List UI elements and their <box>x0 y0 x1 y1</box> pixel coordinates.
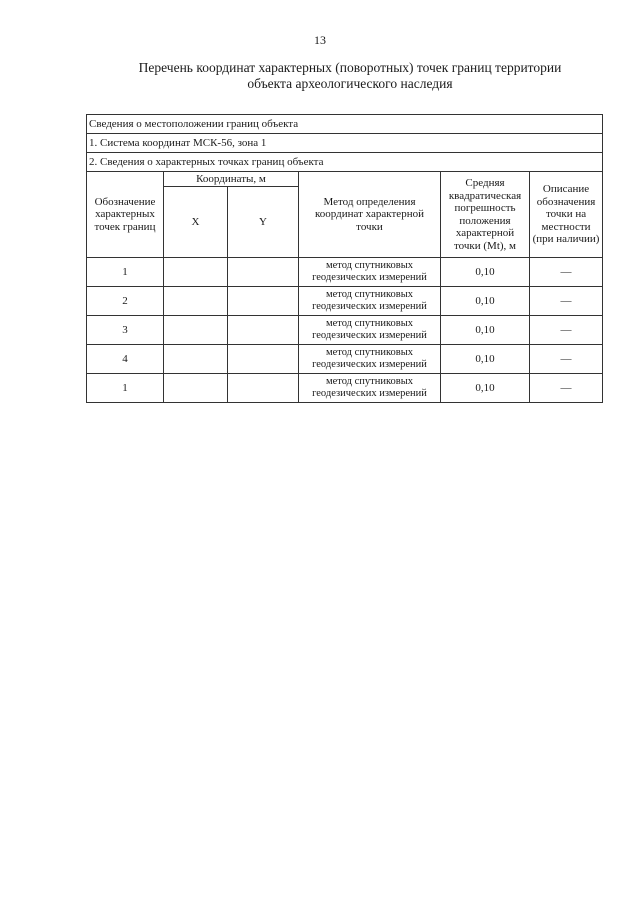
point-method <box>299 316 441 345</box>
document-title-line-1: Перечень координат характерных (поворотных) точек границ территории <box>138 60 562 75</box>
document-title-line-2: объекта археологического наследия <box>247 76 453 91</box>
point-error: 0,10 <box>441 258 530 287</box>
table-row <box>87 258 603 287</box>
document-title <box>90 60 610 92</box>
column-header-y: Y <box>228 187 299 258</box>
point-description: — <box>530 258 603 287</box>
point-description: — <box>530 287 603 316</box>
method-line-1: метод спутниковых <box>325 347 414 358</box>
table-row <box>87 345 603 374</box>
points-header: 2. Сведения о характерных точках границ объекта <box>87 153 603 172</box>
method-line-1: метод спутниковых <box>325 376 414 387</box>
method-line-1: метод спутниковых <box>325 289 414 300</box>
point-method <box>299 258 441 287</box>
column-header-designation: Обозначение характерных точек границ <box>87 172 164 258</box>
table-row <box>87 316 603 345</box>
page-number: 13 <box>314 33 326 47</box>
table-row <box>87 287 603 316</box>
point-x <box>164 374 228 403</box>
method-line-1: метод спутниковых <box>325 318 414 329</box>
section-header: Сведения о местоположении границ объекта <box>87 115 603 134</box>
point-method <box>299 374 441 403</box>
point-error: 0,10 <box>441 287 530 316</box>
column-header-coordinates: Координаты, м <box>164 172 299 187</box>
point-number: 3 <box>87 316 164 345</box>
method-line-1: метод спутниковых <box>325 260 414 271</box>
point-number: 2 <box>87 287 164 316</box>
point-x <box>164 287 228 316</box>
point-y <box>228 345 299 374</box>
point-method <box>299 287 441 316</box>
point-method <box>299 345 441 374</box>
point-description: — <box>530 345 603 374</box>
column-header-x: X <box>164 187 228 258</box>
point-y <box>228 316 299 345</box>
point-number: 1 <box>87 258 164 287</box>
point-number: 1 <box>87 374 164 403</box>
point-x <box>164 345 228 374</box>
method-line-2: геодезических измерений <box>312 301 427 312</box>
point-x <box>164 258 228 287</box>
coordinates-table <box>86 114 603 403</box>
point-error: 0,10 <box>441 374 530 403</box>
method-line-2: геодезических измерений <box>312 359 427 370</box>
point-description: — <box>530 374 603 403</box>
point-error: 0,10 <box>441 316 530 345</box>
column-header-description: Описание обозначения точки на местности (при наличии) <box>530 172 603 258</box>
column-header-error: Средняя квадратическая погрешность положения характерной точки (Mt), м <box>441 172 530 258</box>
method-line-2: геодезических измерений <box>312 330 427 341</box>
point-y <box>228 287 299 316</box>
point-number: 4 <box>87 345 164 374</box>
point-x <box>164 316 228 345</box>
point-description: — <box>530 316 603 345</box>
coordinate-system: 1. Система координат МСК-56, зона 1 <box>87 134 603 153</box>
method-line-2: геодезических измерений <box>312 272 427 283</box>
point-y <box>228 258 299 287</box>
point-y <box>228 374 299 403</box>
table-row <box>87 374 603 403</box>
method-line-2: геодезических измерений <box>312 388 427 399</box>
column-header-method: Метод определения координат характерной точки <box>299 172 441 258</box>
point-error: 0,10 <box>441 345 530 374</box>
